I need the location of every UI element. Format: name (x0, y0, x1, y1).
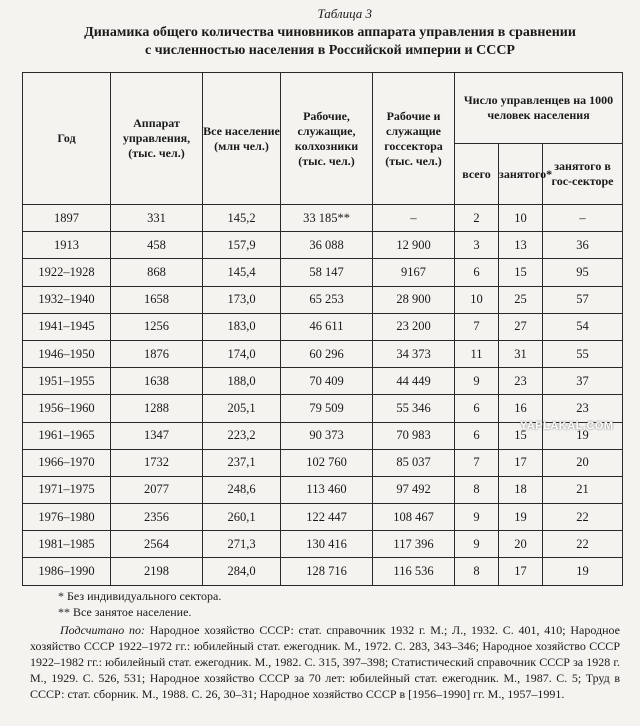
notes (30, 588, 620, 702)
cell-govsector: 19 (543, 422, 623, 449)
cell-population: 205,1 (203, 395, 281, 422)
cell-workers: 128 716 (281, 558, 373, 585)
cell-year: 1922–1928 (23, 259, 111, 286)
cell-population: 260,1 (203, 504, 281, 531)
table-row (23, 476, 623, 503)
cell-employed: 17 (499, 558, 543, 585)
cell-workers: 70 409 (281, 368, 373, 395)
cell-year: 1986–1990 (23, 558, 111, 585)
cell-workers: 33 185** (281, 205, 373, 232)
cell-population: 188,0 (203, 368, 281, 395)
cell-gov: 116 536 (373, 558, 455, 585)
cell-gov: 70 983 (373, 422, 455, 449)
cell-workers: 58 147 (281, 259, 373, 286)
cell-workers: 130 416 (281, 531, 373, 558)
cell-workers: 60 296 (281, 340, 373, 367)
cell-govsector: 54 (543, 313, 623, 340)
cell-all: 9 (455, 504, 499, 531)
cell-workers: 122 447 (281, 504, 373, 531)
cell-year: 1946–1950 (23, 340, 111, 367)
table-row (23, 449, 623, 476)
table-row (23, 340, 623, 367)
cell-govsector: 20 (543, 449, 623, 476)
cell-all: 6 (455, 395, 499, 422)
cell-employed: 15 (499, 422, 543, 449)
cell-population: 145,2 (203, 205, 281, 232)
cell-gov: 28 900 (373, 286, 455, 313)
cell-apparatus: 1347 (111, 422, 203, 449)
cell-population: 174,0 (203, 340, 281, 367)
cell-year: 1951–1955 (23, 368, 111, 395)
cell-govsector: 22 (543, 504, 623, 531)
table-label: Таблица 3 (317, 6, 372, 21)
cell-year: 1932–1940 (23, 286, 111, 313)
watermark: YAPLAKAL.COM (520, 420, 614, 432)
header-per-1000-gov: занятого в гос-секторе (543, 144, 623, 205)
cell-gov: 97 492 (373, 476, 455, 503)
cell-all: 2 (455, 205, 499, 232)
cell-gov: 85 037 (373, 449, 455, 476)
cell-population: 271,3 (203, 531, 281, 558)
cell-govsector: 23 (543, 395, 623, 422)
cell-workers: 90 373 (281, 422, 373, 449)
cell-all: 6 (455, 422, 499, 449)
cell-employed: 19 (499, 504, 543, 531)
table-row (23, 259, 623, 286)
cell-all: 7 (455, 313, 499, 340)
cell-employed: 20 (499, 531, 543, 558)
cell-employed: 27 (499, 313, 543, 340)
cell-all: 9 (455, 531, 499, 558)
cell-population: 183,0 (203, 313, 281, 340)
table-row (23, 368, 623, 395)
cell-population: 237,1 (203, 449, 281, 476)
cell-year: 1971–1975 (23, 476, 111, 503)
cell-employed: 17 (499, 449, 543, 476)
cell-govsector: 22 (543, 531, 623, 558)
statistics-table (22, 72, 623, 586)
cell-workers: 36 088 (281, 232, 373, 259)
cell-gov: – (373, 205, 455, 232)
cell-year: 1941–1945 (23, 313, 111, 340)
cell-govsector: 57 (543, 286, 623, 313)
cell-apparatus: 2564 (111, 531, 203, 558)
cell-year: 1956–1960 (23, 395, 111, 422)
cell-employed: 15 (499, 259, 543, 286)
table-row (23, 313, 623, 340)
cell-apparatus: 331 (111, 205, 203, 232)
cell-gov: 55 346 (373, 395, 455, 422)
cell-gov: 9167 (373, 259, 455, 286)
cell-gov: 34 373 (373, 340, 455, 367)
cell-all: 10 (455, 286, 499, 313)
cell-all: 11 (455, 340, 499, 367)
cell-gov: 23 200 (373, 313, 455, 340)
cell-apparatus: 1256 (111, 313, 203, 340)
cell-apparatus: 1876 (111, 340, 203, 367)
cell-all: 9 (455, 368, 499, 395)
cell-workers: 113 460 (281, 476, 373, 503)
cell-govsector: – (543, 205, 623, 232)
cell-all: 7 (455, 449, 499, 476)
cell-apparatus: 1658 (111, 286, 203, 313)
cell-population: 284,0 (203, 558, 281, 585)
cell-gov: 44 449 (373, 368, 455, 395)
cell-apparatus: 1638 (111, 368, 203, 395)
sources (30, 622, 620, 702)
table-title (40, 24, 620, 60)
footnote-1: * Без индивидуального сектора. (58, 589, 222, 603)
cell-year: 1966–1970 (23, 449, 111, 476)
cell-population: 157,9 (203, 232, 281, 259)
table-row (23, 395, 623, 422)
header-per-1000-group: Число управленцев на 1000 человек населения (455, 73, 623, 144)
header-apparatus: Аппарат управления, (тыс. чел.) (111, 73, 203, 205)
table-row (23, 531, 623, 558)
cell-apparatus: 458 (111, 232, 203, 259)
table-row (23, 205, 623, 232)
cell-govsector: 21 (543, 476, 623, 503)
title-line-2: с численностью населения в Российской империи и СССР (145, 43, 515, 58)
cell-population: 248,6 (203, 476, 281, 503)
cell-gov: 12 900 (373, 232, 455, 259)
cell-year: 1976–1980 (23, 504, 111, 531)
cell-all: 8 (455, 558, 499, 585)
cell-govsector: 95 (543, 259, 623, 286)
cell-apparatus: 1732 (111, 449, 203, 476)
cell-employed: 13 (499, 232, 543, 259)
cell-apparatus: 2077 (111, 476, 203, 503)
cell-population: 173,0 (203, 286, 281, 313)
cell-employed: 10 (499, 205, 543, 232)
header-population: Все население (млн чел.) (203, 73, 281, 205)
cell-employed: 16 (499, 395, 543, 422)
cell-employed: 18 (499, 476, 543, 503)
table-row (23, 232, 623, 259)
cell-population: 223,2 (203, 422, 281, 449)
header-year: Год (23, 73, 111, 205)
table-row (23, 504, 623, 531)
header-per-1000-total: всего (455, 144, 499, 205)
cell-govsector: 55 (543, 340, 623, 367)
cell-govsector: 37 (543, 368, 623, 395)
table-row (23, 558, 623, 585)
title-line-1: Динамика общего количества чиновников аппарата управления в сравнении (84, 25, 576, 40)
cell-all: 8 (455, 476, 499, 503)
cell-all: 6 (455, 259, 499, 286)
cell-apparatus: 2198 (111, 558, 203, 585)
header-per-1000-employed: занятого* (499, 144, 543, 205)
cell-employed: 25 (499, 286, 543, 313)
cell-year: 1913 (23, 232, 111, 259)
cell-govsector: 19 (543, 558, 623, 585)
sources-label: Подсчитано по: (60, 623, 145, 637)
cell-population: 145,4 (203, 259, 281, 286)
cell-workers: 79 509 (281, 395, 373, 422)
cell-workers: 102 760 (281, 449, 373, 476)
cell-apparatus: 2356 (111, 504, 203, 531)
header-workers: Рабочие, служащие, колхозники (тыс. чел.) (281, 73, 373, 205)
cell-year: 1961–1965 (23, 422, 111, 449)
cell-gov: 108 467 (373, 504, 455, 531)
cell-year: 1981–1985 (23, 531, 111, 558)
cell-apparatus: 1288 (111, 395, 203, 422)
cell-govsector: 36 (543, 232, 623, 259)
cell-all: 3 (455, 232, 499, 259)
cell-employed: 23 (499, 368, 543, 395)
cell-apparatus: 868 (111, 259, 203, 286)
table-row (23, 286, 623, 313)
cell-workers: 46 611 (281, 313, 373, 340)
cell-employed: 31 (499, 340, 543, 367)
cell-workers: 65 253 (281, 286, 373, 313)
footnote-2: ** Все занятое население. (58, 605, 192, 619)
cell-gov: 117 396 (373, 531, 455, 558)
sources-text: Народное хозяйство СССР: стат. справочник 1932 г. М.; Л., 1932. С. 401, 410; Народное хозяйство СССР 1922–1972 гг.: юбилейный стат. ежегодник. М., 1972. С. 283, 343–346; Народное хозяйство СССР 1922–1982 гг.: юбилейный стат. ежегодник. М., 1982. С. 315, 397–398; Статистический справочник СССР за 1928 г. М., 1929. С. 526, 531; Народное хозяйство СССР за 70 лет: юбилейный стат. ежегодник. М., 1987. С. 5; Труд в СССР: стат. сборник. М., 1988. С. 26, 30–31; Народное хозяйство СССР в [1956–1990] гг. М., 1957–1991. (30, 623, 620, 701)
cell-year: 1897 (23, 205, 111, 232)
header-gov-workers: Рабочие и служащие госсектора (тыс. чел.) (373, 73, 455, 205)
